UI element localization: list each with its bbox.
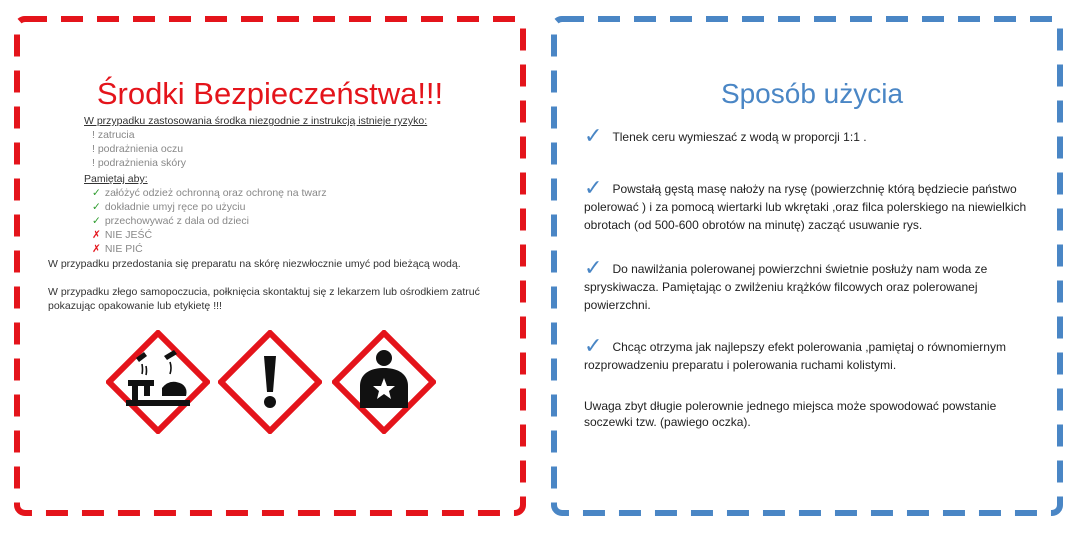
remember-item <box>92 214 327 228</box>
check-icon: ✓ <box>92 187 101 199</box>
check-icon: ✓ <box>92 215 101 227</box>
risk-heading: W przypadku zastosowania środka niezgodnie z instrukcją istnieje ryzyko: <box>84 115 428 127</box>
risk-item: ! podrażnienia oczu <box>92 143 184 155</box>
corrosive-icon <box>106 330 210 434</box>
forbidden-item <box>92 242 327 256</box>
remember-list <box>92 186 327 256</box>
risk-list <box>92 128 186 170</box>
usage-step-text: Do nawilżania polerowanej powierzchni świetnie posłuży nam woda ze spryskiwacza. Pamiętając o zwilżeniu krążków filcowych oraz polerowanej powierzchni. <box>584 262 988 312</box>
risk-item: ! podrażnienia skóry <box>92 157 186 169</box>
health-hazard-icon <box>332 330 436 434</box>
check-icon: ✓ <box>584 124 603 149</box>
usage-step <box>584 124 1034 149</box>
usage-step-text: Chcąc otrzyma jak najlepszy efekt polerowania ,pamiętaj o równomiernym rozprowadzeniu preparatu i polerowania ruchami kolistymi. <box>584 340 1006 372</box>
remember-item <box>92 200 327 214</box>
cross-icon: ✗ <box>92 243 101 255</box>
poisoning-text: W przypadku złego samopoczucia, połknięcia skontaktuj się z lekarzem lub ośrodkiem zatruć pokazując opakowanie lub etykietę !!! <box>48 286 480 312</box>
usage-panel <box>548 0 1076 536</box>
check-icon: ✓ <box>584 176 603 201</box>
warning-note: Uwaga zbyt długie polerownie jednego miejsca może spowodować powstanie soczewki tzw. (pawiego oczka). <box>584 399 997 429</box>
exclamation-icon <box>218 330 322 434</box>
check-icon: ✓ <box>584 256 603 281</box>
forbidden-text: NIE JEŚĆ <box>104 229 153 241</box>
usage-step-text: Tlenek ceru wymieszać z wodą w proporcji 1:1 . <box>612 130 867 144</box>
forbidden-item <box>92 228 327 242</box>
skin-contact-text: W przypadku przedostania się preparatu na skórę niezwłocznie umyć pod bieżącą wodą. <box>48 258 461 270</box>
cross-icon: ✗ <box>92 229 101 241</box>
usage-step-text: Powstałą gęstą masę nałoży na rysę (powierzchnię którą będziecie państwo polerować ) i za pomocą wiertarki lub wkrętaki ,oraz filca polerskiego na niewielkich obrotach (od 500-600 obrotów na minutę) zacząć usuwanie rys. <box>584 182 1027 232</box>
usage-title: Sposób użycia <box>720 78 904 109</box>
remember-text: dokładnie umyj ręce po użyciu <box>104 201 246 213</box>
check-icon: ✓ <box>584 334 603 359</box>
usage-step <box>584 334 1034 374</box>
remember-text: załóżyć odzież ochronną oraz ochronę na twarz <box>104 187 327 199</box>
forbidden-text: NIE PIĆ <box>104 243 143 255</box>
safety-title: Środki Bezpieczeństwa!!! <box>96 76 444 111</box>
risk-item: ! zatrucia <box>92 129 135 141</box>
remember-heading: Pamiętaj aby: <box>84 173 148 185</box>
remember-text: przechowywać z dala od dzieci <box>104 215 249 227</box>
check-icon: ✓ <box>92 201 101 213</box>
remember-item <box>92 186 327 200</box>
usage-step <box>584 256 1034 314</box>
usage-step <box>584 176 1034 234</box>
